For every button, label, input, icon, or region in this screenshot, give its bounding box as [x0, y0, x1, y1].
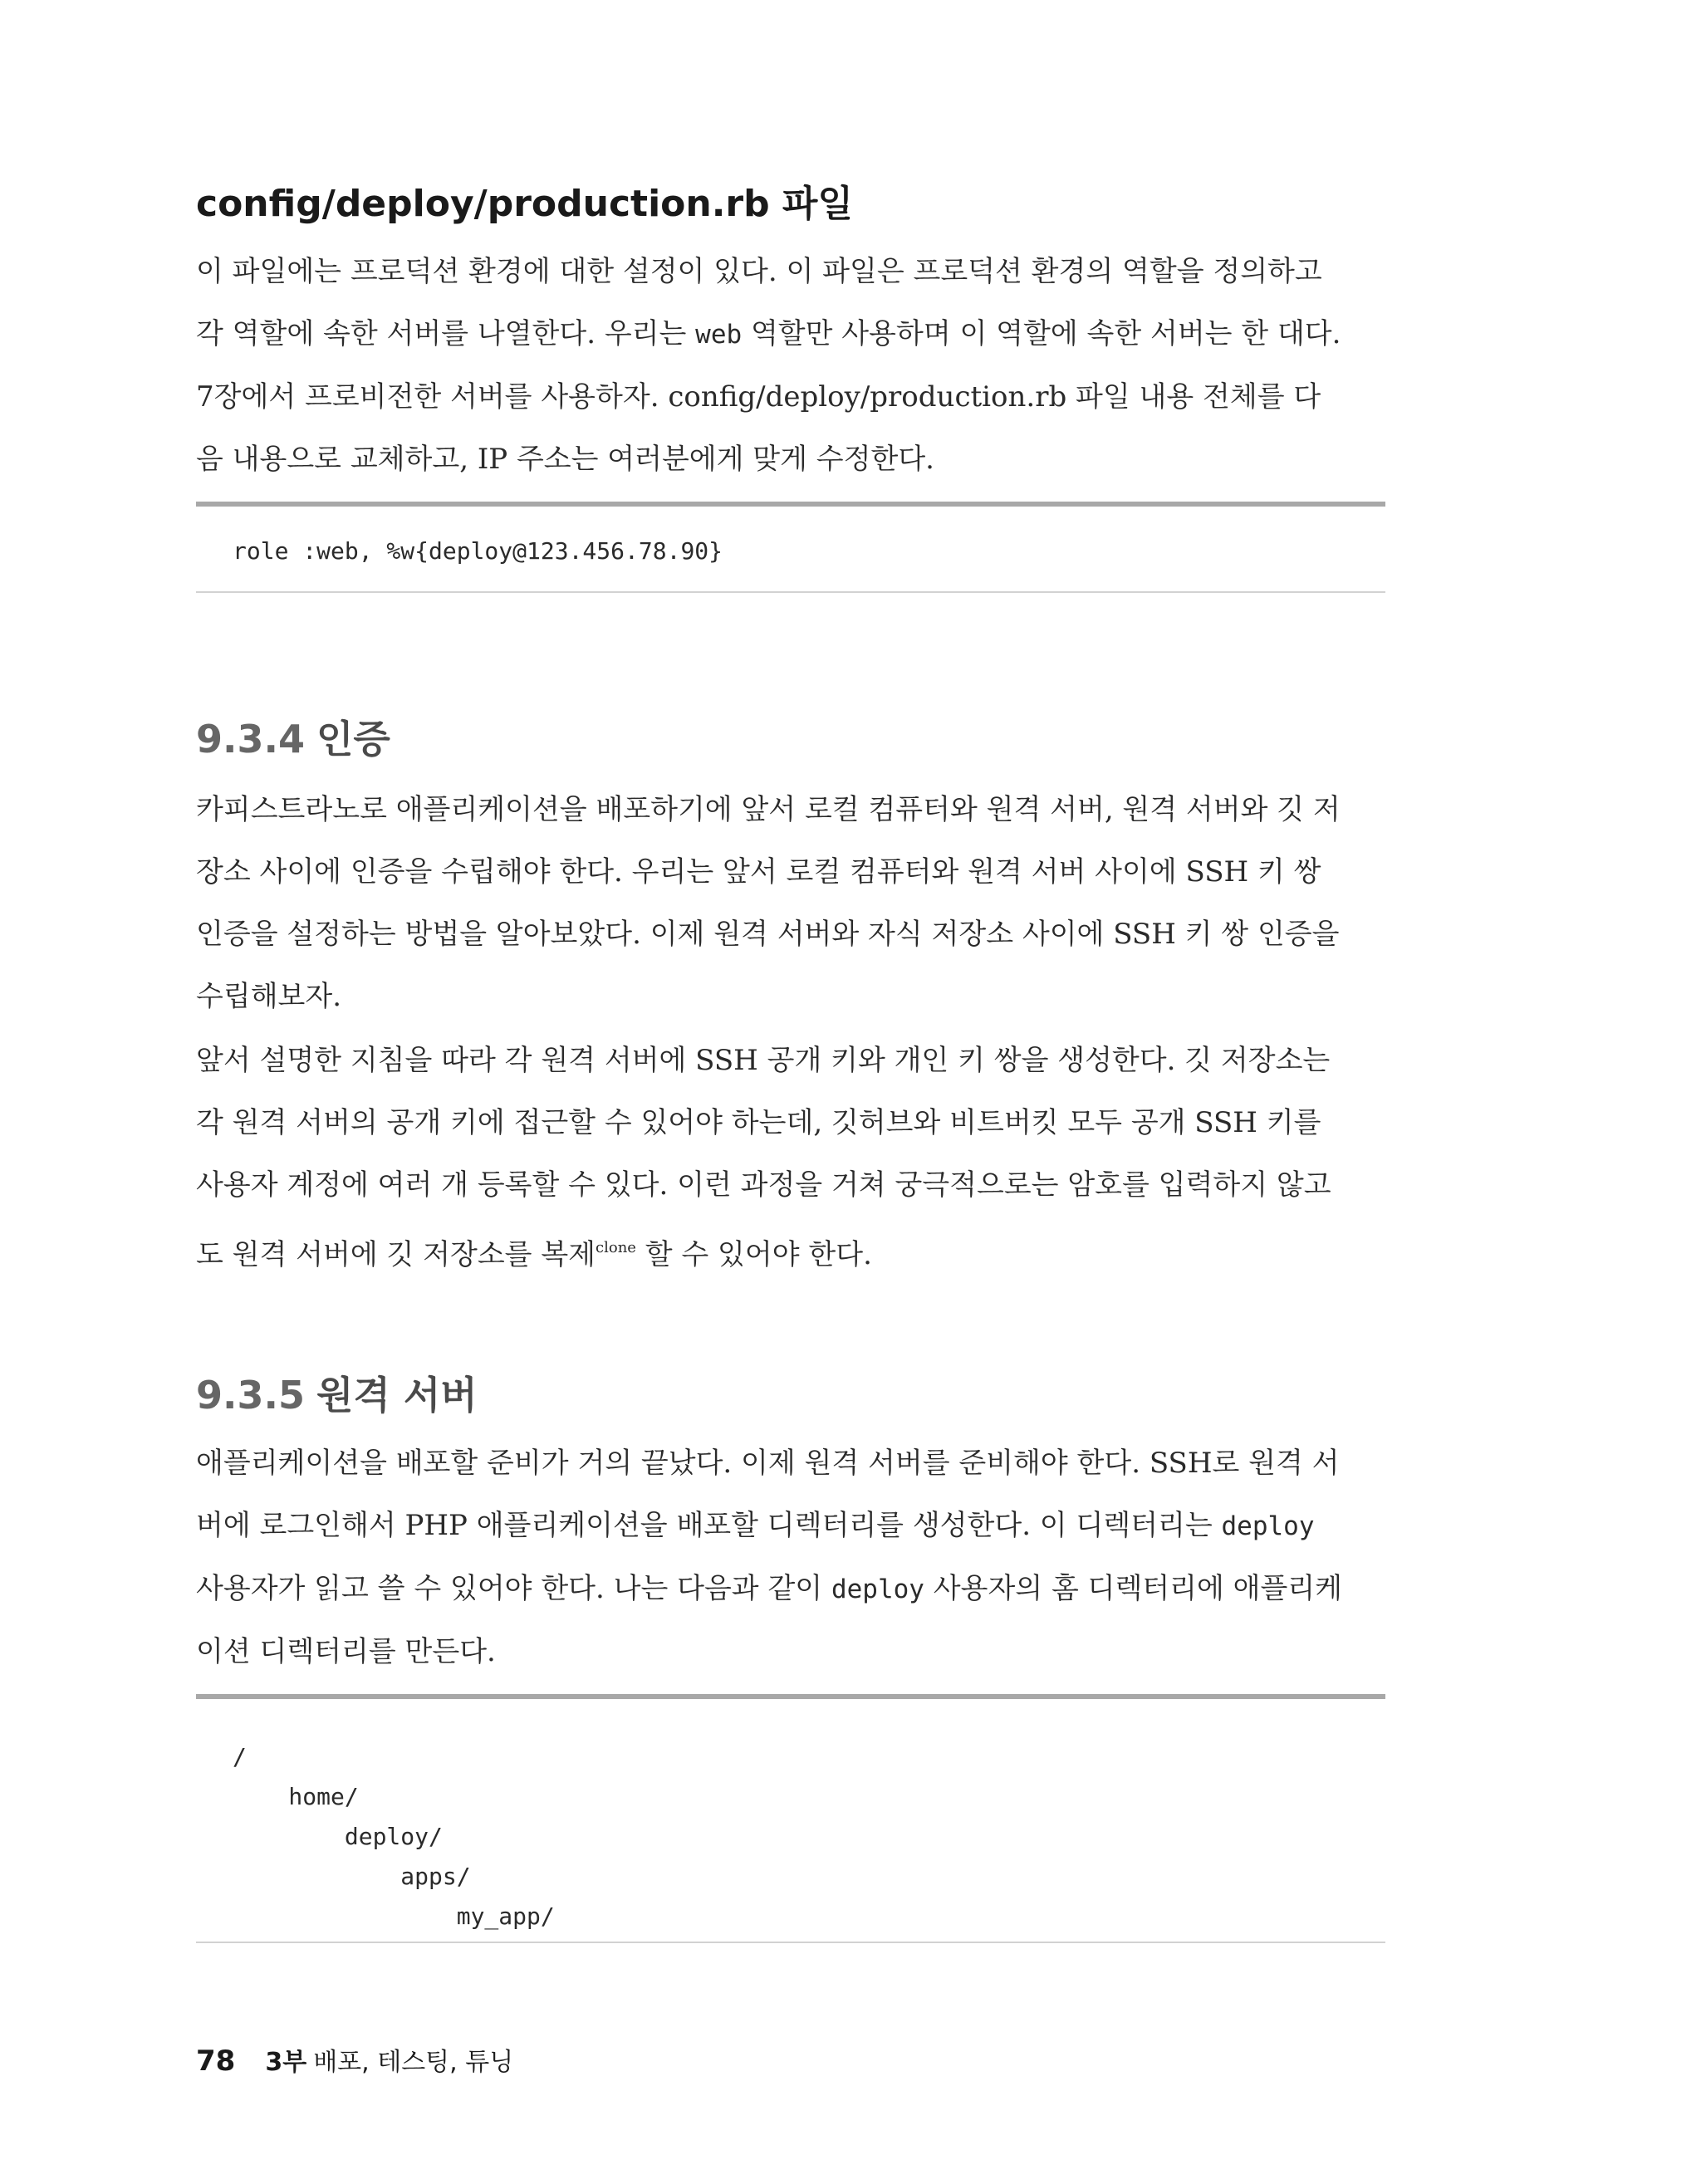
paragraph-line: 음 내용으로 교체하고, IP 주소는 여러분에게 맞게 수정한다. [196, 443, 934, 476]
section-title: 인증 [316, 717, 390, 761]
paragraph-line: 도 원격 서버에 깃 저장소를 복제 [196, 1238, 596, 1271]
code-block-role [196, 502, 1385, 593]
section-number: 9.3.5 [196, 1373, 305, 1418]
part-label: 3부 [265, 2048, 307, 2077]
code-block-directory-tree [196, 1694, 1385, 1943]
part-title: 배포, 테스팅, 튜닝 [313, 2048, 514, 2077]
inline-code-web: web [695, 320, 743, 350]
paragraph-line: 카피스트라노로 애플리케이션을 배포하기에 앞서 로컬 컴퓨터와 원격 서버, 원격 서버와 깃 저 [196, 793, 1341, 826]
paragraph-line: 수립해보자. [196, 980, 342, 1013]
subsection-heading-production-rb: config/deploy/production.rb 파일 [196, 183, 853, 225]
paragraph-line: 사용자의 홈 디렉터리에 애플리케 [924, 1572, 1342, 1605]
paragraph-line: 장소 사이에 인증을 수립해야 한다. 우리는 앞서 로컬 컴퓨터와 원격 서버 사이에 SSH 키 쌍 [196, 855, 1321, 889]
section-heading-935 [196, 1370, 478, 1420]
section-title: 원격 서버 [316, 1373, 478, 1418]
paragraph-line: 각 원격 서버의 공개 키에 접근할 수 있어야 하는데, 깃허브와 비트버킷 모두 공개 SSH 키를 [196, 1106, 1321, 1139]
paragraph-line: 버에 로그인해서 PHP 애플리케이션을 배포할 디렉터리를 생성한다. 이 디렉터리는 [196, 1509, 1222, 1542]
paragraph-auth-2 [196, 1030, 1385, 1286]
paragraph-line: 사용자가 읽고 쓸 수 있어야 한다. 나는 다음과 같이 [196, 1572, 831, 1605]
page-footer [196, 2043, 513, 2081]
superscript-clone: clone [596, 1239, 636, 1256]
paragraph-line: 각 역할에 속한 서버를 나열한다. 우리는 [196, 317, 696, 350]
inline-code-deploy: deploy [831, 1574, 924, 1604]
paragraph-remote-server [196, 1432, 1385, 1683]
section-heading-934 [196, 714, 390, 764]
paragraph-line: 이션 디렉터리를 만든다. [196, 1635, 496, 1668]
paragraph-line: 역할만 사용하며 이 역할에 속한 서버는 한 대다. [742, 317, 1341, 350]
paragraph-line: 이 파일에는 프로덕션 환경에 대한 설정이 있다. 이 파일은 프로덕션 환경의 역할을 정의하고 [196, 255, 1322, 288]
code-text: role :web, %w{deploy@123.456.78.90} [233, 537, 723, 565]
inline-code-deploy: deploy [1221, 1511, 1315, 1541]
paragraph-line: 인증을 설정하는 방법을 알아보았다. 이제 원격 서버와 자식 저장소 사이에 SSH 키 쌍 인증을 [196, 918, 1340, 951]
paragraph-auth-1 [196, 779, 1385, 1028]
paragraph-line: 사용자 계정에 여러 개 등록할 수 있다. 이런 과정을 거쳐 궁극적으로는 암호를 입력하지 않고 [196, 1168, 1331, 1202]
code-text: / home/ deploy/ apps/ my_app/ [233, 1743, 555, 1930]
paragraph-line: 할 수 있어야 한다. [635, 1238, 872, 1271]
page-number: 78 [196, 2044, 236, 2078]
paragraph-line: 7장에서 프로비전한 서버를 사용하자. config/deploy/production.rb 파일 내용 전체를 다 [196, 380, 1321, 414]
paragraph-production-rb [196, 241, 1385, 491]
paragraph-line: 애플리케이션을 배포할 준비가 거의 끝났다. 이제 원격 서버를 준비해야 한다. SSH로 원격 서 [196, 1447, 1340, 1480]
section-number: 9.3.4 [196, 717, 305, 761]
paragraph-line: 앞서 설명한 지침을 따라 각 원격 서버에 SSH 공개 키와 개인 키 쌍을 생성한다. 깃 저장소는 [196, 1044, 1331, 1077]
